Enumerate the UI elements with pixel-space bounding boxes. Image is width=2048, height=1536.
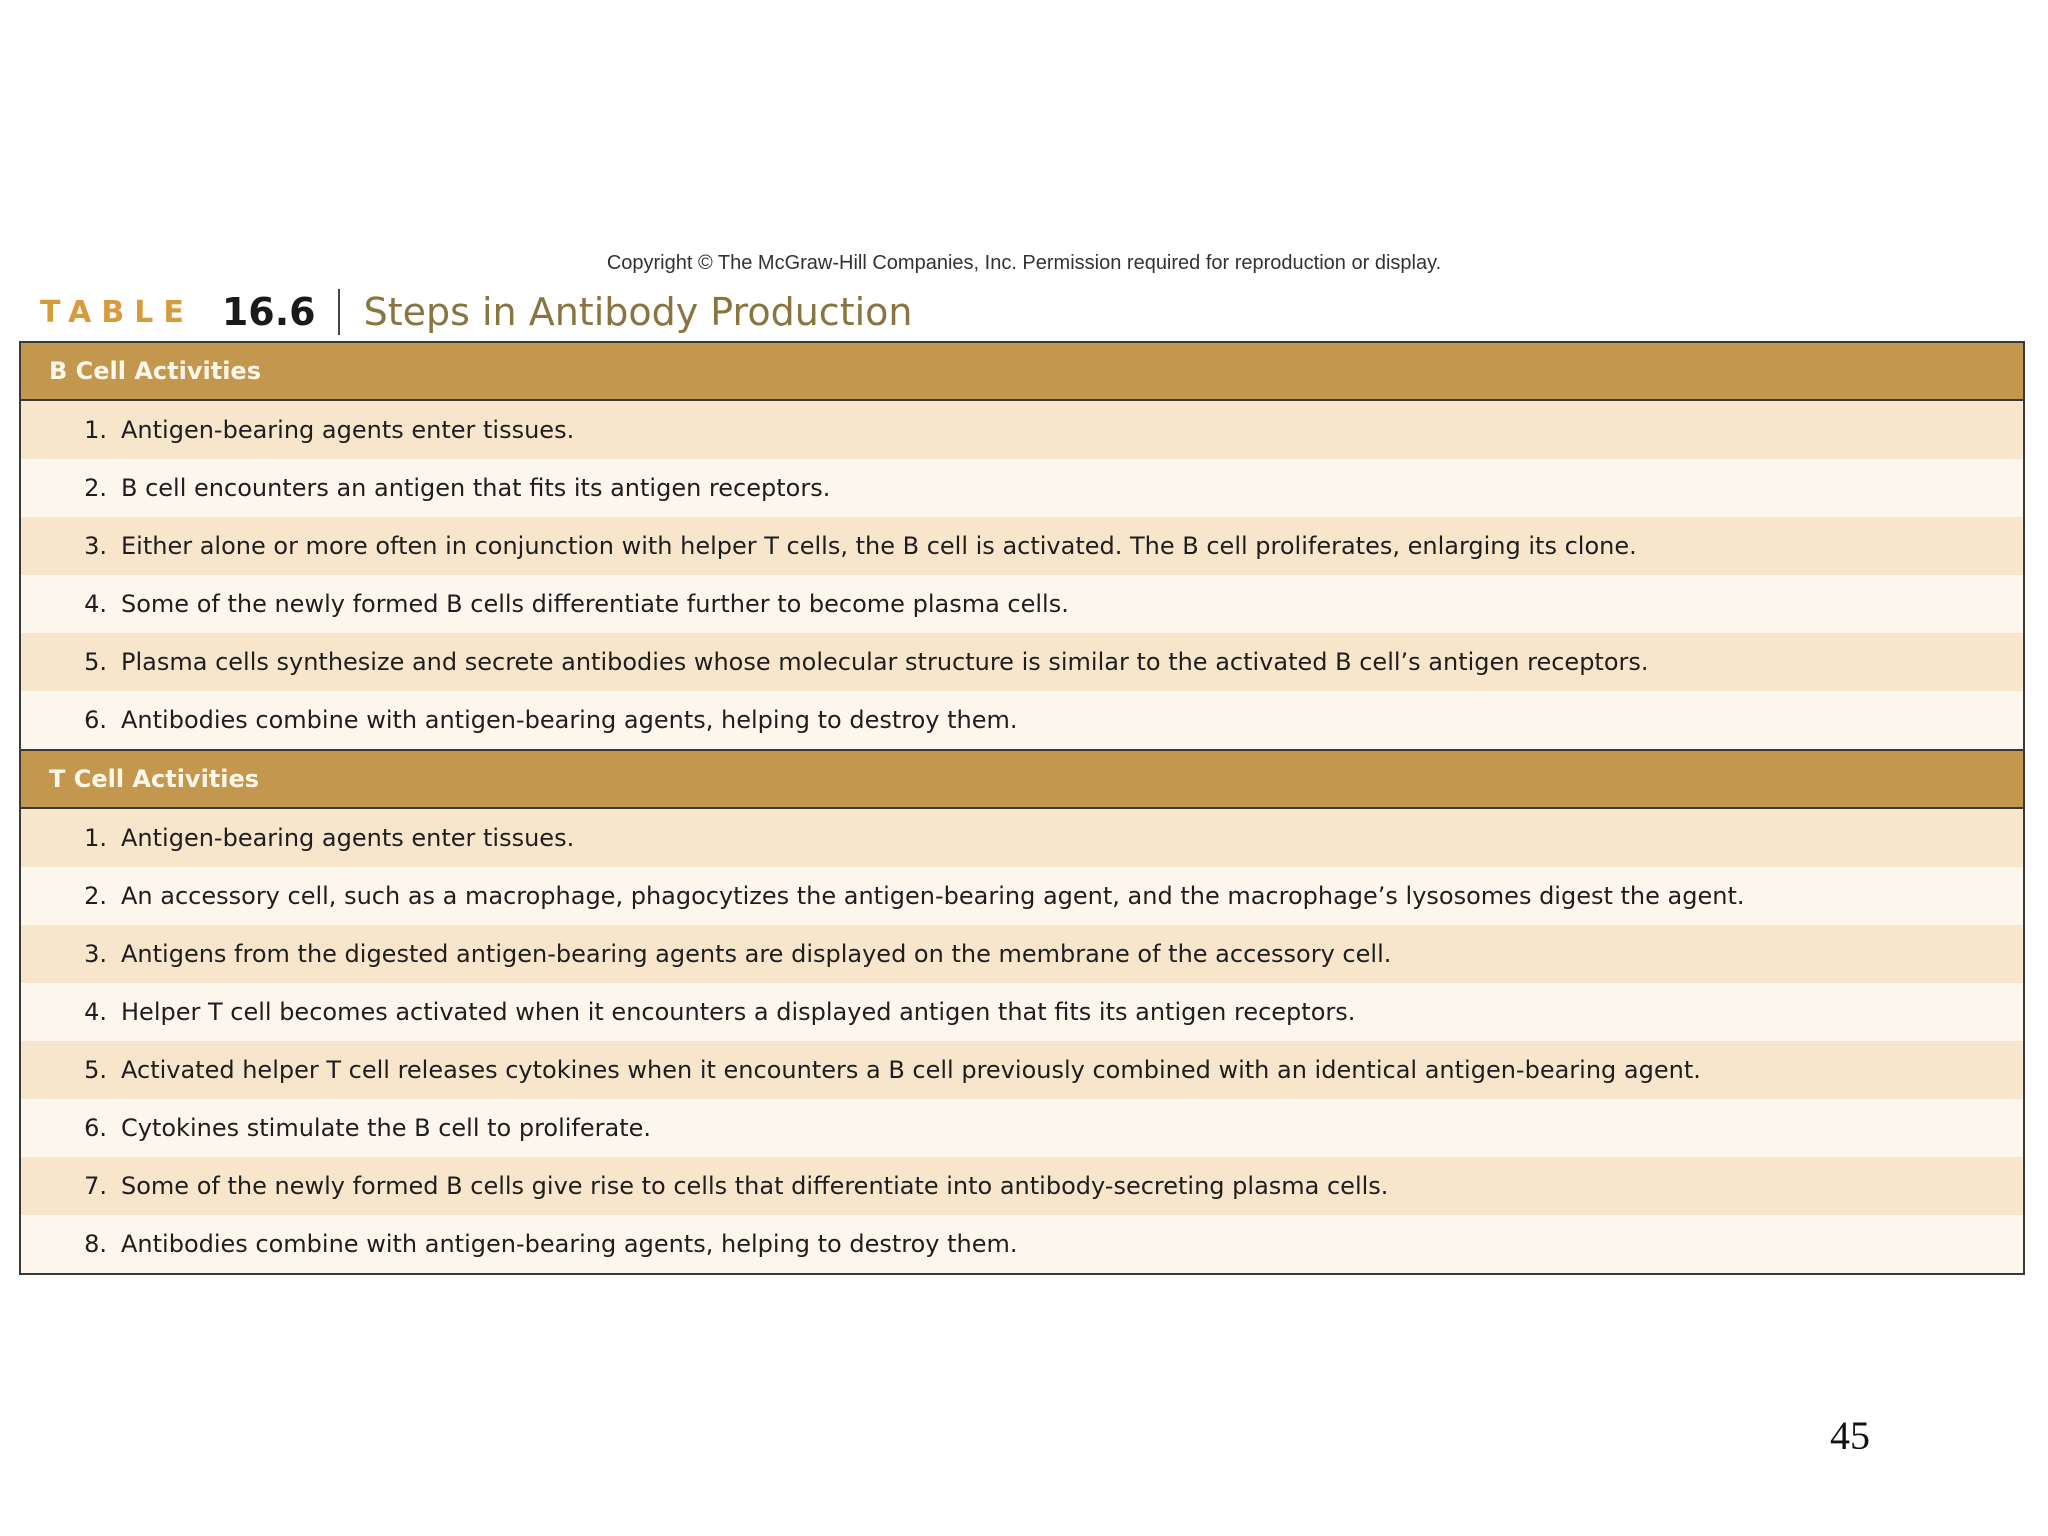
table-title: Steps in Antibody Production bbox=[363, 290, 913, 334]
step-text: Either alone or more often in conjunction with helper T cells, the B cell is activated. The B cell proliferates, enlarging its clone. bbox=[121, 532, 1637, 560]
step-text: Antigens from the digested antigen-bearing agents are displayed on the membrane of the accessory cell. bbox=[121, 940, 1392, 968]
table-row bbox=[21, 1215, 2023, 1273]
table-row bbox=[21, 925, 2023, 983]
step-text: Antibodies combine with antigen-bearing agents, helping to destroy them. bbox=[121, 706, 1018, 734]
table-row bbox=[21, 691, 2023, 749]
step-number: 3. bbox=[84, 532, 107, 560]
step-text: Some of the newly formed B cells differentiate further to become plasma cells. bbox=[121, 590, 1069, 618]
table-row bbox=[21, 809, 2023, 867]
step-number: 4. bbox=[84, 590, 107, 618]
step-number: 8. bbox=[84, 1230, 107, 1258]
table-row bbox=[21, 459, 2023, 517]
step-number: 5. bbox=[84, 1056, 107, 1084]
table-row bbox=[21, 575, 2023, 633]
step-number: 6. bbox=[84, 706, 107, 734]
table-row bbox=[21, 867, 2023, 925]
step-text: Antibodies combine with antigen-bearing agents, helping to destroy them. bbox=[121, 1230, 1018, 1258]
table-row bbox=[21, 1099, 2023, 1157]
step-text: B cell encounters an antigen that fits its antigen receptors. bbox=[121, 474, 831, 502]
step-text: Activated helper T cell releases cytokines when it encounters a B cell previously combined with an identical antigen-bearing agent. bbox=[121, 1056, 1701, 1084]
section-header-t-cell: T Cell Activities bbox=[21, 749, 2023, 809]
step-number: 6. bbox=[84, 1114, 107, 1142]
table-heading bbox=[40, 282, 912, 342]
table-number: 16.6 bbox=[221, 290, 316, 334]
step-number: 4. bbox=[84, 998, 107, 1026]
step-number: 7. bbox=[84, 1172, 107, 1200]
step-number: 2. bbox=[84, 474, 107, 502]
step-number: 3. bbox=[84, 940, 107, 968]
table-row bbox=[21, 1041, 2023, 1099]
table-row bbox=[21, 517, 2023, 575]
page-number: 45 bbox=[1830, 1413, 1870, 1458]
step-number: 2. bbox=[84, 882, 107, 910]
step-text: Helper T cell becomes activated when it encounters a displayed antigen that fits its antigen receptors. bbox=[121, 998, 1356, 1026]
table-row bbox=[21, 401, 2023, 459]
step-text: Cytokines stimulate the B cell to proliferate. bbox=[121, 1114, 652, 1142]
table-label: TABLE bbox=[40, 294, 194, 330]
step-text: Plasma cells synthesize and secrete antibodies whose molecular structure is similar to the activated B cell’s antigen receptors. bbox=[121, 648, 1649, 676]
step-text: Some of the newly formed B cells give rise to cells that differentiate into antibody-secreting plasma cells. bbox=[121, 1172, 1389, 1200]
step-text: An accessory cell, such as a macrophage, phagocytizes the antigen-bearing agent, and the macrophage’s lysosomes digest the agent. bbox=[121, 882, 1745, 910]
step-number: 1. bbox=[84, 824, 107, 852]
step-number: 1. bbox=[84, 416, 107, 444]
table-row bbox=[21, 983, 2023, 1041]
copyright-notice: Copyright © The McGraw-Hill Companies, Inc. Permission required for reproduction or display. bbox=[606, 252, 1442, 274]
table-row bbox=[21, 633, 2023, 691]
table-row bbox=[21, 1157, 2023, 1215]
heading-divider bbox=[338, 289, 340, 335]
step-text: Antigen-bearing agents enter tissues. bbox=[121, 416, 575, 444]
steps-table bbox=[19, 341, 2025, 1275]
step-text: Antigen-bearing agents enter tissues. bbox=[121, 824, 575, 852]
step-number: 5. bbox=[84, 648, 107, 676]
section-header-b-cell: B Cell Activities bbox=[21, 343, 2023, 401]
